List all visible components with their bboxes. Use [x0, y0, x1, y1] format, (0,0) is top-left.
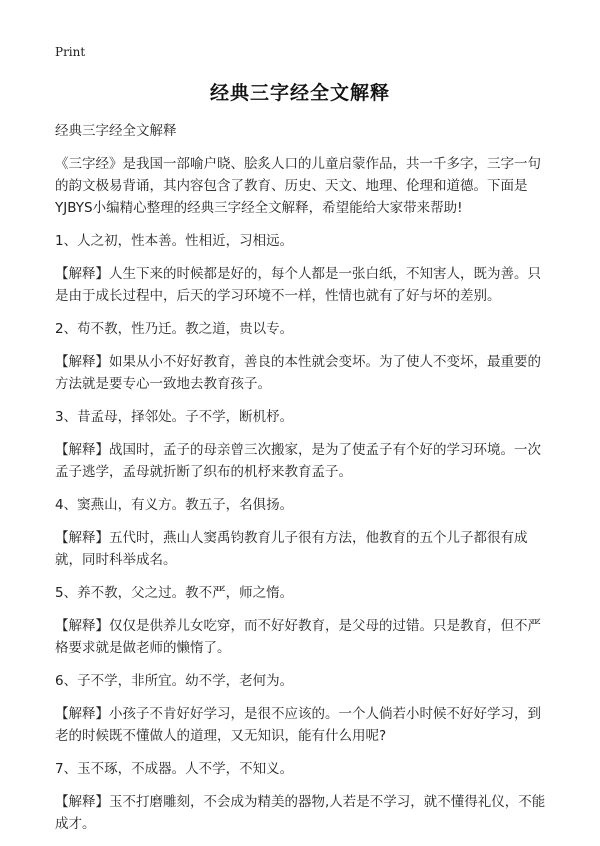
article-subtitle: 经典三字经全文解释: [55, 123, 177, 139]
explanation-paragraph: [55, 615, 550, 659]
intro-paragraph: 《三字经》是我国一部喻户晓、脍炙人口的儿童启蒙作品，共一千多字，三字一句的韵文极易背诵，其内容包含了教育、历史、天文、地理、伦理和道德。下面是YJBYS小编精心整理的经典三字经全文解释，希望能给大家带来帮助!: [55, 156, 541, 216]
explanation-paragraph: [55, 791, 550, 835]
page-title: 经典三字经全文解释: [209, 82, 390, 104]
explanation-tag: 【解释】: [55, 706, 109, 722]
explanation-paragraph: [55, 439, 550, 483]
explanation-tag: 【解释】: [55, 794, 109, 810]
article-body: [55, 120, 550, 846]
verse-line: 1、人之初，性本善。性相近，习相远。: [55, 233, 294, 249]
explanation-text: 仅仅是供养儿女吃穿，而不好好教育，是父母的过错。只是教育，但不严格要求就是做老师的懒惰了。: [55, 618, 541, 656]
explanation-tag: 【解释】: [55, 266, 109, 282]
explanation-text: 玉不打磨雕刻，不会成为精美的器物,人若是不学习，就不懂得礼仪，不能成才。: [55, 794, 546, 832]
print-link[interactable]: Print: [55, 45, 86, 59]
verse-line: 7、玉不琢，不成器。人不学，不知义。: [55, 761, 294, 777]
explanation-tag: 【解释】: [55, 530, 109, 546]
explanation-text: 小孩子不肯好好学习，是很不应该的。一个人倘若小时候不好好学习，到老的时候既不懂做人的道理，又无知识，能有什么用呢?: [55, 706, 541, 744]
explanation-paragraph: [55, 263, 550, 307]
explanation-tag: 【解释】: [55, 354, 109, 370]
explanation-text: 五代时，燕山人窦禹钧教育儿子很有方法，他教育的五个儿子都很有成就，同时科举成名。: [55, 530, 528, 568]
verse-line: 5、养不教，父之过。教不严，师之惰。: [55, 585, 294, 601]
explanation-tag: 【解释】: [55, 618, 109, 634]
verse-sections: [55, 230, 550, 835]
explanation-paragraph: [55, 527, 550, 571]
explanation-tag: 【解释】: [55, 442, 109, 458]
verse-line: 6、子不学，非所宜。幼不学，老何为。: [55, 673, 294, 689]
verse-line: 3、昔孟母，择邻处。子不学，断机杼。: [55, 409, 294, 425]
explanation-text: 人生下来的时候都是好的，每个人都是一张白纸，不知害人，既为善。只是由于成长过程中，后天的学习环境不一样，性情也就有了好与坏的差别。: [55, 266, 541, 304]
explanation-paragraph: [55, 703, 550, 747]
explanation-text: 战国时，孟子的母亲曾三次搬家，是为了使孟子有个好的学习环境。一次孟子逃学，孟母就折断了织布的机杼来教育孟子。: [55, 442, 541, 480]
explanation-paragraph: [55, 351, 550, 395]
verse-line: 4、窦燕山，有义方。教五子，名俱扬。: [55, 497, 294, 513]
verse-line: 2、苟不教，性乃迁。教之道，贵以专。: [55, 321, 294, 337]
explanation-text: 如果从小不好好教育，善良的本性就会变坏。为了使人不变坏，最重要的方法就是要专心一致地去教育孩子。: [55, 354, 541, 392]
